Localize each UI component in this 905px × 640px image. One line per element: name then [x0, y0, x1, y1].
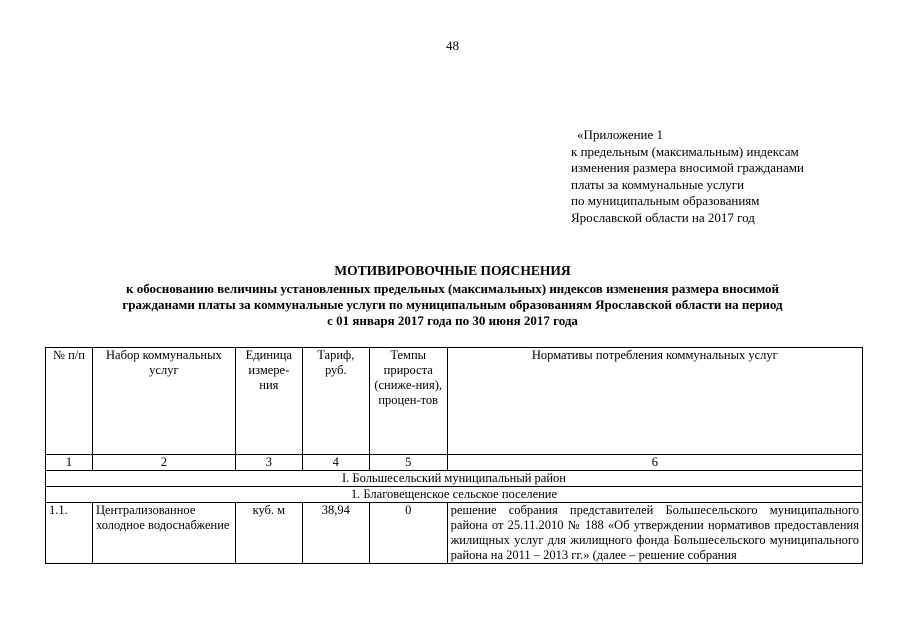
column-number: 6: [447, 455, 862, 471]
appendix-line: по муниципальным образованиям: [571, 193, 760, 208]
header-growth: Темпы прироста (сниже-ния), процен-тов: [369, 348, 447, 455]
appendix-note: [571, 127, 804, 226]
header-service: Набор коммунальных услуг: [92, 348, 235, 455]
appendix-line: к предельным (максимальным) индексам: [571, 143, 799, 159]
settlement-row: [46, 487, 863, 503]
column-number: 1: [46, 455, 93, 471]
header-unit: Единица измере-ния: [235, 348, 302, 455]
norms-table: [45, 347, 863, 564]
table-row: [46, 503, 863, 564]
title-line: к обоснованию величины установленных предельных (максимальных) индексов изменения размера вносимой: [125, 281, 780, 296]
row-unit: куб. м: [235, 503, 302, 564]
header-tariff: Тариф, руб.: [302, 348, 369, 455]
district-row: [46, 471, 863, 487]
column-number: 4: [302, 455, 369, 471]
column-number-row: [46, 455, 863, 471]
settlement-heading: 1. Благовещенское сельское поселение: [46, 487, 863, 503]
row-growth: 0: [369, 503, 447, 564]
header-row: [46, 348, 863, 455]
row-tariff: 38,94: [302, 503, 369, 564]
row-service: Централизованное холодное водоснабжение: [92, 503, 235, 564]
title-line: гражданами платы за коммунальные услуги по муниципальным образованиям Ярославской области на период: [122, 297, 783, 312]
column-number: 3: [235, 455, 302, 471]
title-main: МОТИВИРОВОЧНЫЕ ПОЯСНЕНИЯ: [334, 263, 571, 278]
title-line: с 01 января 2017 года по 30 июня 2017 года: [327, 313, 578, 328]
page-number: 48: [446, 38, 459, 53]
header-no: № п/п: [46, 348, 93, 455]
appendix-line: Ярославской области на 2017 год: [571, 209, 755, 225]
column-number: 2: [92, 455, 235, 471]
appendix-line: изменения размера вносимой гражданами: [571, 160, 804, 175]
district-heading: I. Большесельский муниципальный район: [46, 471, 863, 487]
appendix-line: «Приложение 1: [577, 127, 664, 142]
appendix-line: платы за коммунальные услуги: [571, 176, 745, 192]
row-number: 1.1.: [46, 503, 93, 564]
row-norms: решение собрания представителей Большесельского муниципального района от 25.11.2010 № 188 «Об утверждении нормативов предоставления жилищных услуг для жилищного фонда Большесельского муниципального района на 2011 – 2013 гг.» (далее – решение собрания: [447, 503, 862, 564]
header-norms: Нормативы потребления коммунальных услуг: [447, 348, 862, 455]
document-title: [40, 263, 865, 329]
column-number: 5: [369, 455, 447, 471]
